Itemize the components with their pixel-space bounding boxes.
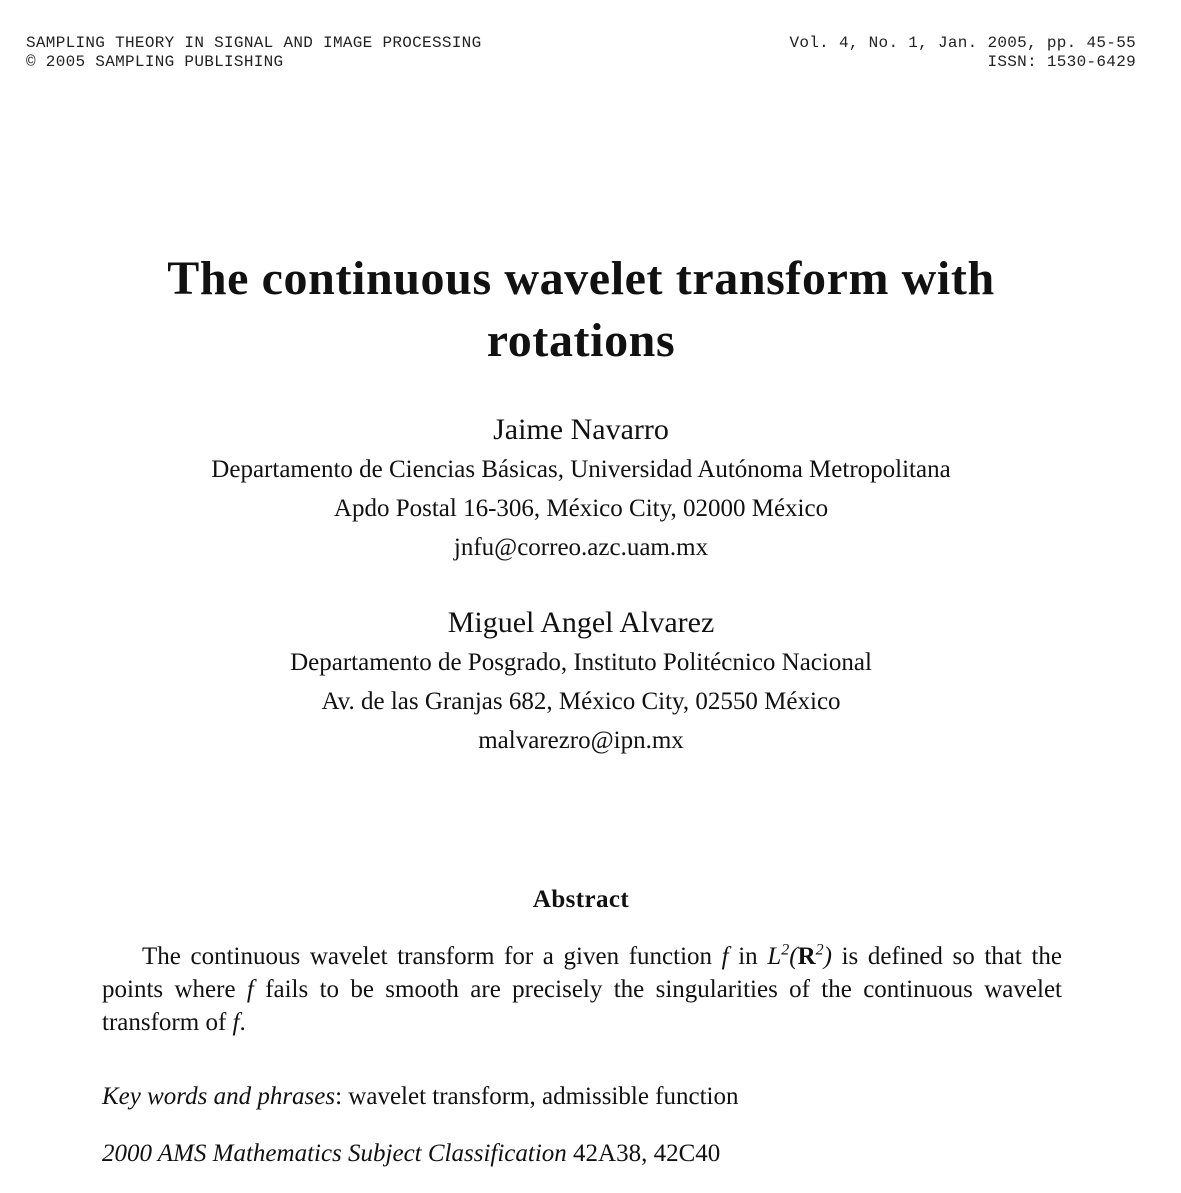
abstract-text: is defined so that the points where xyxy=(102,943,1062,1003)
author-affiliation: Departamento de Ciencias Básicas, Universidad Autónoma Metropolitana xyxy=(211,456,951,483)
abstract-text: in xyxy=(728,943,768,970)
copyright-line: © 2005 SAMPLING PUBLISHING xyxy=(26,53,284,71)
author-name: Jaime Navarro xyxy=(493,413,669,446)
keywords-value: : wavelet transform, admissible function xyxy=(335,1083,739,1110)
author-block-2 xyxy=(0,603,1162,760)
classification-label: 2000 AMS Mathematics Subject Classification xyxy=(102,1140,567,1167)
author-email[interactable]: malvarezro@ipn.mx xyxy=(478,727,684,754)
volume-info: Vol. 4, No. 1, Jan. 2005, pp. 45-55 xyxy=(789,34,1136,52)
math-variable-f: f xyxy=(246,976,254,1003)
abstract-text: fails to be smooth are precisely the singularities of the continuous wavelet transform of xyxy=(102,976,1062,1036)
author-email[interactable]: jnfu@correo.azc.uam.mx xyxy=(453,534,709,561)
author-address: Av. de las Granjas 682, México City, 02550 México xyxy=(321,688,841,715)
keywords-label: Key words and phrases xyxy=(102,1083,336,1110)
author-block-1 xyxy=(0,410,1162,567)
author-address: Apdo Postal 16-306, México City, 02000 México xyxy=(333,495,829,522)
journal-name: SAMPLING THEORY IN SIGNAL AND IMAGE PROCESSING xyxy=(26,34,482,52)
classification-value: 42A38, 42C40 xyxy=(566,1140,721,1167)
keywords xyxy=(102,1080,1062,1113)
author-affiliation: Departamento de Posgrado, Instituto Politécnico Nacional xyxy=(290,649,872,676)
title-line-2: rotations xyxy=(486,314,676,367)
subject-classification xyxy=(102,1137,1062,1170)
abstract-text: . xyxy=(239,1009,246,1036)
abstract-heading: Abstract xyxy=(532,886,630,913)
author-name: Miguel Angel Alvarez xyxy=(447,606,715,639)
paper-title xyxy=(0,248,1162,372)
math-space-l2: $L^2(R^2)$ xyxy=(767,941,832,970)
abstract-body xyxy=(102,940,1062,1039)
math-variable-f: f xyxy=(721,943,729,970)
title-line-1: The continuous wavelet transform with xyxy=(167,252,995,305)
issn: ISSN: 1530-6429 xyxy=(987,53,1136,71)
math-variable-f: f xyxy=(232,1009,240,1036)
running-header-left xyxy=(26,34,481,72)
running-header-right xyxy=(789,34,1136,72)
abstract-text: The continuous wavelet transform for a given function xyxy=(142,943,722,970)
